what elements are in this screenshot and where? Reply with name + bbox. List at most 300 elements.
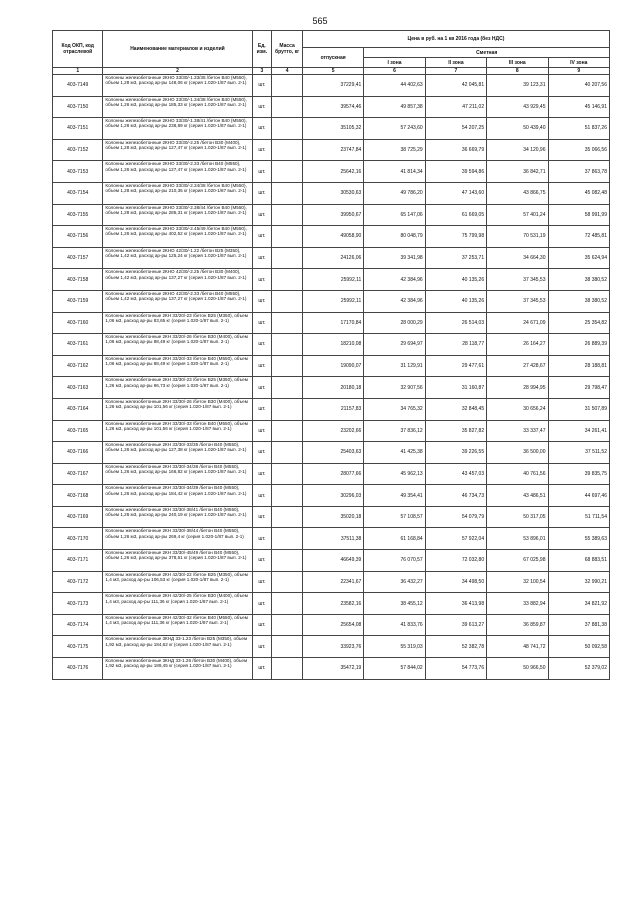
row-price-zone-3: 34 120,96	[487, 139, 548, 161]
table-row	[53, 312, 610, 334]
row-price-zone-3: 39 123,31	[487, 75, 548, 97]
table-row	[53, 290, 610, 312]
column-number: 1	[53, 68, 103, 75]
table-row	[53, 247, 610, 269]
row-code: 403-7151	[53, 118, 103, 140]
header-smetnaya: Сметная	[364, 48, 610, 58]
header-name: Наименование материалов и изделий	[103, 31, 252, 68]
row-price-zone-4: 40 207,56	[548, 75, 610, 97]
row-unit: шт.	[252, 377, 272, 399]
row-price-zone-1: 61 168,84	[364, 528, 425, 550]
row-mass	[272, 139, 303, 161]
row-price-zone-3: 33 337,47	[487, 420, 548, 442]
row-description: Колонны железобетонные 3КНД 33-1.23 /бетон В25 (М350), объем 1,92 м3, расход ар-ры 184,62 кг (серия 1.020-1/87 вып. 2-1)	[103, 636, 252, 658]
row-price-zone-3: 48 741,72	[487, 636, 548, 658]
row-price-zone-3: 27 428,67	[487, 355, 548, 377]
row-price-zone-4: 44 697,46	[548, 485, 610, 507]
row-price-zone-3: 28 994,95	[487, 377, 548, 399]
column-number: 3	[252, 68, 272, 75]
row-mass	[272, 658, 303, 680]
row-mass	[272, 398, 303, 420]
row-mass	[272, 334, 303, 356]
row-mass	[272, 614, 303, 636]
row-code: 403-7166	[53, 442, 103, 464]
row-code: 403-7149	[53, 75, 103, 97]
row-unit: шт.	[252, 226, 272, 248]
column-number: 2	[103, 68, 252, 75]
row-unit: шт.	[252, 269, 272, 291]
row-description: Колонны железобетонные 2КН 33/30/-33 /бетон В40 (М550), объем 1,26 м3, расход ар-ры 101,56 кг (серия 1.020-1/87 вып. 2-1)	[103, 420, 252, 442]
row-price-zone-2: 40 135,26	[425, 269, 486, 291]
row-price-otpusk: 20180,18	[302, 377, 363, 399]
row-description: Колонны железобетонные 2КН 42/30/-25 /бетон В30 (М400), объем 1,4 м3, расход ар-ры 111,36 кг (серия 1.020-1/87 вып. 2-1)	[103, 593, 252, 615]
row-price-zone-1: 57 844,02	[364, 658, 425, 680]
row-price-zone-4: 35 066,56	[548, 139, 610, 161]
row-price-zone-1: 38 725,29	[364, 139, 425, 161]
row-price-zone-2: 29 477,61	[425, 355, 486, 377]
column-number-row	[53, 68, 610, 75]
row-price-zone-4: 37 511,52	[548, 442, 610, 464]
row-code: 403-7163	[53, 377, 103, 399]
header-zone-4: IV зона	[548, 58, 610, 68]
row-code: 403-7173	[53, 593, 103, 615]
row-price-zone-4: 38 380,52	[548, 290, 610, 312]
row-price-zone-3: 40 761,56	[487, 463, 548, 485]
table-row	[53, 636, 610, 658]
row-code: 403-7176	[53, 658, 103, 680]
row-price-zone-2: 61 669,05	[425, 204, 486, 226]
row-price-zone-3: 53 896,01	[487, 528, 548, 550]
header-zone-3: III зона	[487, 58, 548, 68]
row-mass	[272, 636, 303, 658]
row-price-zone-2: 75 799,98	[425, 226, 486, 248]
row-mass	[272, 182, 303, 204]
row-price-otpusk: 25654,08	[302, 614, 363, 636]
row-code: 403-7170	[53, 528, 103, 550]
table-row	[53, 226, 610, 248]
row-price-otpusk: 46649,39	[302, 550, 363, 572]
row-price-zone-1: 29 694,97	[364, 334, 425, 356]
row-code: 403-7168	[53, 485, 103, 507]
row-mass	[272, 269, 303, 291]
row-price-zone-1: 57 108,57	[364, 506, 425, 528]
row-price-zone-1: 45 962,13	[364, 463, 425, 485]
row-price-otpusk: 37229,41	[302, 75, 363, 97]
table-row	[53, 377, 610, 399]
row-description: Колонны железобетонные 2КНО 42/30/-1.22 /бетон В25 (М350), объем 1,42 м3, расход ар-ры 125,24 кг (серия 1.020-1/87 вып. 2-1)	[103, 247, 252, 269]
row-code: 403-7161	[53, 334, 103, 356]
row-price-otpusk: 17170,84	[302, 312, 363, 334]
row-price-zone-1: 42 384,96	[364, 290, 425, 312]
row-mass	[272, 420, 303, 442]
row-description: Колонны железобетонные 2КН 33/30/-23 /бетон В25 (М350), объем 1,26 м3, расход ар-ры 96,73 кг (серия 1.020-1/87 вып. 2-1)	[103, 377, 252, 399]
table-row	[53, 334, 610, 356]
row-price-otpusk: 30530,63	[302, 182, 363, 204]
table-row	[53, 118, 610, 140]
row-price-zone-1: 39 341,98	[364, 247, 425, 269]
row-description: Колонны железобетонные 2КНО 33/30/-1.34/38 /бетон В40 (М550), объем 1,26 м3, расход ар-ры 185,33 кг (серия 1.020-1/87 вып. 2-1)	[103, 96, 252, 118]
table-row	[53, 355, 610, 377]
row-price-zone-4: 26 889,39	[548, 334, 610, 356]
row-price-otpusk: 24126,06	[302, 247, 363, 269]
row-price-zone-1: 57 243,60	[364, 118, 425, 140]
row-mass	[272, 247, 303, 269]
row-description: Колонны железобетонные 2КН 33/30/-45/49 /бетон В40 (М550), объем 1,26 м3, расход ар-ры 378,61 кг (серия 1.020-1/87 вып. 2-1)	[103, 550, 252, 572]
row-price-otpusk: 35020,18	[302, 506, 363, 528]
row-mass	[272, 290, 303, 312]
row-price-zone-2: 43 457,03	[425, 463, 486, 485]
row-mass	[272, 312, 303, 334]
row-price-zone-2: 46 734,73	[425, 485, 486, 507]
row-description: Колонны железобетонные 2КН 33/30/-26 /бетон В30 (М400), объем 1,26 м3, расход ар-ры 101,56 кг (серия 1.020-1/87 вып. 2-1)	[103, 398, 252, 420]
row-price-otpusk: 18210,08	[302, 334, 363, 356]
row-code: 403-7174	[53, 614, 103, 636]
column-number: 7	[425, 68, 486, 75]
row-price-zone-3: 36 842,71	[487, 161, 548, 183]
row-code: 403-7152	[53, 139, 103, 161]
row-price-zone-4: 50 092,58	[548, 636, 610, 658]
row-price-zone-2: 54 773,76	[425, 658, 486, 680]
row-price-otpusk: 33923,76	[302, 636, 363, 658]
row-mass	[272, 204, 303, 226]
row-unit: шт.	[252, 550, 272, 572]
row-price-zone-4: 38 380,52	[548, 269, 610, 291]
row-price-zone-2: 47 143,60	[425, 182, 486, 204]
column-number: 6	[364, 68, 425, 75]
page-number: 565	[312, 16, 328, 26]
row-price-zone-1: 42 384,96	[364, 269, 425, 291]
row-price-zone-3: 43 866,75	[487, 182, 548, 204]
row-description: Колонны железобетонные 2КН 33/30/-38/41 /бетон В40 (М550), объем 1,26 м3, расход ар-ры 240,19 кг (серия 1.020-1/87 вып. 2-1)	[103, 506, 252, 528]
row-mass	[272, 442, 303, 464]
header-zone-1: I зона	[364, 58, 425, 68]
row-price-zone-3: 37 345,53	[487, 269, 548, 291]
row-price-zone-1: 65 147,06	[364, 204, 425, 226]
table-row	[53, 420, 610, 442]
row-price-zone-2: 26 514,03	[425, 312, 486, 334]
row-price-zone-3: 30 656,24	[487, 398, 548, 420]
row-price-otpusk: 39574,46	[302, 96, 363, 118]
row-price-otpusk: 19090,07	[302, 355, 363, 377]
row-price-zone-2: 47 211,02	[425, 96, 486, 118]
row-code: 403-7157	[53, 247, 103, 269]
row-description: Колонны железобетонные 2КНО 42/30/-2.25 /бетон В30 (М400), объем 1,42 м3, расход ар-ры 137,27 кг (серия 1.020-1/87 вып. 2-1)	[103, 269, 252, 291]
header-code: Код ОКП, код отраслевой	[53, 31, 103, 68]
row-mass	[272, 75, 303, 97]
row-description: Колонны железобетонные 2КНО 33/30/-2.33 /бетон В40 (М550), объем 1,26 м3, расход ар-ры 127,47 кг (серия 1.020-1/87 вып. 2-1)	[103, 161, 252, 183]
row-price-zone-4: 45 082,48	[548, 182, 610, 204]
table-row	[53, 269, 610, 291]
row-price-zone-2: 57 922,04	[425, 528, 486, 550]
row-unit: шт.	[252, 118, 272, 140]
row-mass	[272, 528, 303, 550]
table-row	[53, 96, 610, 118]
row-price-zone-2: 54 079,79	[425, 506, 486, 528]
row-price-zone-4: 72 485,81	[548, 226, 610, 248]
row-price-zone-3: 43 486,51	[487, 485, 548, 507]
row-price-zone-2: 40 135,26	[425, 290, 486, 312]
row-price-otpusk: 25403,63	[302, 442, 363, 464]
row-mass	[272, 226, 303, 248]
header-mass: Масса брутто, кг	[272, 31, 303, 68]
row-price-otpusk: 22341,67	[302, 571, 363, 593]
row-price-zone-3: 70 531,19	[487, 226, 548, 248]
row-price-zone-1: 49 354,41	[364, 485, 425, 507]
row-unit: шт.	[252, 485, 272, 507]
row-price-zone-2: 28 118,77	[425, 334, 486, 356]
row-price-zone-2: 32 848,45	[425, 398, 486, 420]
row-unit: шт.	[252, 528, 272, 550]
row-unit: шт.	[252, 204, 272, 226]
row-code: 403-7156	[53, 226, 103, 248]
row-unit: шт.	[252, 463, 272, 485]
header-price-title: Цена в руб. на 1 кв 2016 года (без НДС)	[302, 31, 609, 48]
row-price-zone-4: 29 798,47	[548, 377, 610, 399]
row-description: Колонны железобетонные 2КНО 33/30/-1.33/35 /бетон В40 (М550), объем 1,28 м3, расход ар-ры 148,06 кг (серия 1.020-1/87 вып. 2-1)	[103, 75, 252, 97]
row-price-zone-1: 49 857,38	[364, 96, 425, 118]
row-unit: шт.	[252, 658, 272, 680]
row-price-zone-3: 24 671,09	[487, 312, 548, 334]
row-unit: шт.	[252, 290, 272, 312]
row-price-zone-4: 34 261,41	[548, 420, 610, 442]
row-price-zone-4: 32 990,21	[548, 571, 610, 593]
row-price-zone-4: 35 624,94	[548, 247, 610, 269]
row-unit: шт.	[252, 398, 272, 420]
table-row	[53, 182, 610, 204]
row-mass	[272, 355, 303, 377]
row-price-zone-2: 36 669,79	[425, 139, 486, 161]
row-price-zone-2: 54 207,25	[425, 118, 486, 140]
row-price-zone-4: 34 821,92	[548, 593, 610, 615]
table-row	[53, 463, 610, 485]
row-price-zone-1: 80 048,79	[364, 226, 425, 248]
table-row	[53, 398, 610, 420]
row-price-otpusk: 23582,16	[302, 593, 363, 615]
row-price-otpusk: 37511,38	[302, 528, 363, 550]
row-description: Колонны железобетонные 2КНО 33/30/-1.38/41 /бетон В40 (М550), объем 1,28 м3, расход ар-ры 238,89 кг (серия 1.020-1/87 вып. 2-1)	[103, 118, 252, 140]
table-row	[53, 506, 610, 528]
row-price-zone-1: 31 129,91	[364, 355, 425, 377]
row-code: 403-7155	[53, 204, 103, 226]
column-number: 8	[487, 68, 548, 75]
row-price-zone-2: 36 413,98	[425, 593, 486, 615]
row-unit: шт.	[252, 506, 272, 528]
row-description: Колонны железобетонные 2КН 33/30/-33/35 /бетон В40 (М550), объем 1,26 м3, расход ар-ры 127,38 кг (серия 1.020-1/87 вып. 2-1)	[103, 442, 252, 464]
row-price-zone-1: 55 319,03	[364, 636, 425, 658]
table-row	[53, 161, 610, 183]
row-unit: шт.	[252, 75, 272, 97]
row-price-zone-2: 39 226,55	[425, 442, 486, 464]
row-description: Колонны железобетонные 2КНО 33/30/-2.38/44 /бетон В40 (М550), объем 1,28 м3, расход ар-ры 285,31 кг (серия 1.020-1/87 вып. 2-1)	[103, 204, 252, 226]
row-price-otpusk: 23747,84	[302, 139, 363, 161]
row-price-zone-4: 37 863,78	[548, 161, 610, 183]
row-description: Колонны железобетонные 2КНО 42/30/-2.33 /бетон В40 (М550), объем 1,42 м3, расход ар-ры 137,27 кг (серия 1.020-1/87 вып. 2-1)	[103, 290, 252, 312]
row-code: 403-7172	[53, 571, 103, 593]
row-description: Колонны железобетонные 2КНО 33/30/-2.25 /бетон В30 (М400), объем 1,28 м3, расход ар-ры 127,47 кг (серия 1.020-1/87 вып. 2-1)	[103, 139, 252, 161]
row-description: Колонны железобетонные 2КН 33/20/-23 /бетон В25 (М350), объем 1,06 м3, расход ар-ры 83,65 кг (серия 1.020-1/87 вып. 2-1)	[103, 312, 252, 334]
table-row	[53, 528, 610, 550]
row-price-zone-3: 57 401,24	[487, 204, 548, 226]
row-unit: шт.	[252, 312, 272, 334]
row-unit: шт.	[252, 334, 272, 356]
row-price-otpusk: 25992,11	[302, 290, 363, 312]
row-price-zone-1: 34 765,32	[364, 398, 425, 420]
row-unit: шт.	[252, 96, 272, 118]
row-description: Колонны железобетонные 2КН 42/30/-22 /бетон В25 (М350), объем 1,4 м3, расход ар-ры 106,53 кг (серия 1.020-1/87 вып. 2-1)	[103, 571, 252, 593]
row-price-zone-4: 68 883,51	[548, 550, 610, 572]
row-price-zone-1: 41 814,34	[364, 161, 425, 183]
row-code: 403-7164	[53, 398, 103, 420]
row-code: 403-7158	[53, 269, 103, 291]
row-price-zone-3: 32 100,54	[487, 571, 548, 593]
row-description: Колонны железобетонные 2КН 33/30/-34/38 /бетон В40 (М550), объем 1,26 м3, расход ар-ры 166,82 кг (серия 1.020-1/87 вып. 2-1)	[103, 463, 252, 485]
row-price-zone-3: 37 345,53	[487, 290, 548, 312]
row-mass	[272, 571, 303, 593]
row-unit: шт.	[252, 442, 272, 464]
row-unit: шт.	[252, 571, 272, 593]
row-mass	[272, 463, 303, 485]
row-price-otpusk: 28077,66	[302, 463, 363, 485]
table-row	[53, 658, 610, 680]
row-price-otpusk: 21157,83	[302, 398, 363, 420]
header-unit: Ед. изм.	[252, 31, 272, 68]
row-price-zone-4: 28 188,81	[548, 355, 610, 377]
row-price-otpusk: 49058,90	[302, 226, 363, 248]
row-price-otpusk: 35105,32	[302, 118, 363, 140]
row-price-zone-2: 31 160,87	[425, 377, 486, 399]
row-price-zone-1: 41 833,76	[364, 614, 425, 636]
row-unit: шт.	[252, 247, 272, 269]
table-row	[53, 593, 610, 615]
row-price-zone-4: 52 379,02	[548, 658, 610, 680]
row-price-zone-2: 72 032,80	[425, 550, 486, 572]
row-code: 403-7169	[53, 506, 103, 528]
row-code: 403-7175	[53, 636, 103, 658]
row-price-zone-1: 44 402,63	[364, 75, 425, 97]
row-code: 403-7167	[53, 463, 103, 485]
row-price-zone-4: 25 354,82	[548, 312, 610, 334]
table-row	[53, 75, 610, 97]
row-price-otpusk: 35472,19	[302, 658, 363, 680]
table-body	[53, 75, 610, 680]
row-price-zone-1: 49 786,20	[364, 182, 425, 204]
row-unit: шт.	[252, 593, 272, 615]
header-zone-2: II зона	[425, 58, 486, 68]
row-code: 403-7153	[53, 161, 103, 183]
price-table	[52, 30, 610, 680]
row-code: 403-7165	[53, 420, 103, 442]
row-price-otpusk: 25642,16	[302, 161, 363, 183]
row-price-zone-2: 37 253,71	[425, 247, 486, 269]
row-price-zone-4: 39 835,75	[548, 463, 610, 485]
table-row	[53, 614, 610, 636]
row-description: Колонны железобетонные 2КНО 33/30/-2.34/38 /бетон В40 (М550), объем 1,28 м3, расход ар-ры 210,35 кг (серия 1.020-1/87 вып. 2-1)	[103, 182, 252, 204]
row-mass	[272, 593, 303, 615]
row-code: 403-7159	[53, 290, 103, 312]
row-unit: шт.	[252, 614, 272, 636]
row-price-otpusk: 23202,66	[302, 420, 363, 442]
row-mass	[272, 485, 303, 507]
row-price-zone-1: 38 455,12	[364, 593, 425, 615]
row-price-zone-4: 45 146,91	[548, 96, 610, 118]
header-otpusk: отпускная	[302, 48, 363, 68]
row-price-zone-1: 36 432,27	[364, 571, 425, 593]
row-description: Колонны железобетонные 2КН 33/20/-26 /бетон В30 (М400), объем 1,06 м3, расход ар-ры 88,49 кг (серия 1.020-1/87 вып. 2-1)	[103, 334, 252, 356]
table-row	[53, 204, 610, 226]
row-price-zone-3: 50 966,50	[487, 658, 548, 680]
row-description: Колонны железобетонные 2КН 42/30/-32 /бетон В40 (М550), объем 1,4 м3, расход ар-ры 111,36 кг (серия 1.020-1/87 вып. 2-1)	[103, 614, 252, 636]
row-code: 403-7160	[53, 312, 103, 334]
row-mass	[272, 96, 303, 118]
row-price-zone-1: 76 070,57	[364, 550, 425, 572]
column-number: 5	[302, 68, 363, 75]
row-description: Колонны железобетонные 3КНД 33-1.26 /бетон В30 (М400), объем 1,92 м3, расход ар-ры 189,45 кг (серия 1.020-1/87 вып. 2-1)	[103, 658, 252, 680]
column-number: 4	[272, 68, 303, 75]
row-price-zone-3: 36 500,00	[487, 442, 548, 464]
row-mass	[272, 118, 303, 140]
row-code: 403-7154	[53, 182, 103, 204]
row-unit: шт.	[252, 182, 272, 204]
row-price-zone-3: 26 164,27	[487, 334, 548, 356]
row-price-zone-3: 36 859,87	[487, 614, 548, 636]
row-price-zone-4: 55 389,63	[548, 528, 610, 550]
row-description: Колонны железобетонные 2КН 33/30/-38/44 /бетон В40 (М550), объем 1,26 м3, расход ар-ры 269,4 кг (серия 1.020-1/87 вып. 2-1)	[103, 528, 252, 550]
row-unit: шт.	[252, 161, 272, 183]
row-price-zone-4: 37 881,38	[548, 614, 610, 636]
row-price-zone-1: 32 907,56	[364, 377, 425, 399]
row-price-zone-1: 37 836,12	[364, 420, 425, 442]
row-price-zone-3: 67 025,98	[487, 550, 548, 572]
row-mass	[272, 377, 303, 399]
row-unit: шт.	[252, 636, 272, 658]
row-unit: шт.	[252, 139, 272, 161]
row-price-zone-2: 42 045,81	[425, 75, 486, 97]
row-price-zone-4: 31 507,89	[548, 398, 610, 420]
column-number: 9	[548, 68, 610, 75]
row-price-zone-3: 34 664,30	[487, 247, 548, 269]
row-price-zone-1: 28 000,29	[364, 312, 425, 334]
table-row	[53, 550, 610, 572]
row-mass	[272, 161, 303, 183]
row-price-zone-4: 58 991,99	[548, 204, 610, 226]
table-row	[53, 442, 610, 464]
row-price-zone-2: 52 382,78	[425, 636, 486, 658]
row-price-otpusk: 30296,03	[302, 485, 363, 507]
row-price-zone-2: 34 498,50	[425, 571, 486, 593]
row-unit: шт.	[252, 420, 272, 442]
row-price-zone-3: 43 929,45	[487, 96, 548, 118]
table-row	[53, 485, 610, 507]
row-price-zone-4: 51 837,26	[548, 118, 610, 140]
row-price-otpusk: 39950,67	[302, 204, 363, 226]
row-price-zone-2: 35 827,82	[425, 420, 486, 442]
row-price-zone-2: 39 594,86	[425, 161, 486, 183]
row-price-zone-3: 50 439,40	[487, 118, 548, 140]
row-unit: шт.	[252, 355, 272, 377]
row-price-zone-3: 50 317,05	[487, 506, 548, 528]
row-mass	[272, 506, 303, 528]
row-description: Колонны железобетонные 2КНО 33/30/-2.45/49 /бетон В40 (М550), объем 1,26 м3, расход ар-ры 402,52 кг (серия 1.020-1/87 вып. 2-1)	[103, 226, 252, 248]
table-row	[53, 571, 610, 593]
row-code: 403-7150	[53, 96, 103, 118]
row-price-zone-4: 51 711,54	[548, 506, 610, 528]
row-description: Колонны железобетонные 2КН 33/30/-34/39 /бетон В40 (М550), объем 1,26 м3, расход ар-ры 184,42 кг (серия 1.020-1/87 вып. 2-1)	[103, 485, 252, 507]
row-price-zone-2: 39 613,27	[425, 614, 486, 636]
row-price-otpusk: 25992,11	[302, 269, 363, 291]
row-description: Колонны железобетонные 2КН 33/20/-33 /бетон В40 (М550), объем 1,06 м3, расход ар-ры 88,49 кг (серия 1.020-1/87 вып. 2-1)	[103, 355, 252, 377]
row-price-zone-1: 41 425,38	[364, 442, 425, 464]
row-price-zone-3: 33 882,94	[487, 593, 548, 615]
